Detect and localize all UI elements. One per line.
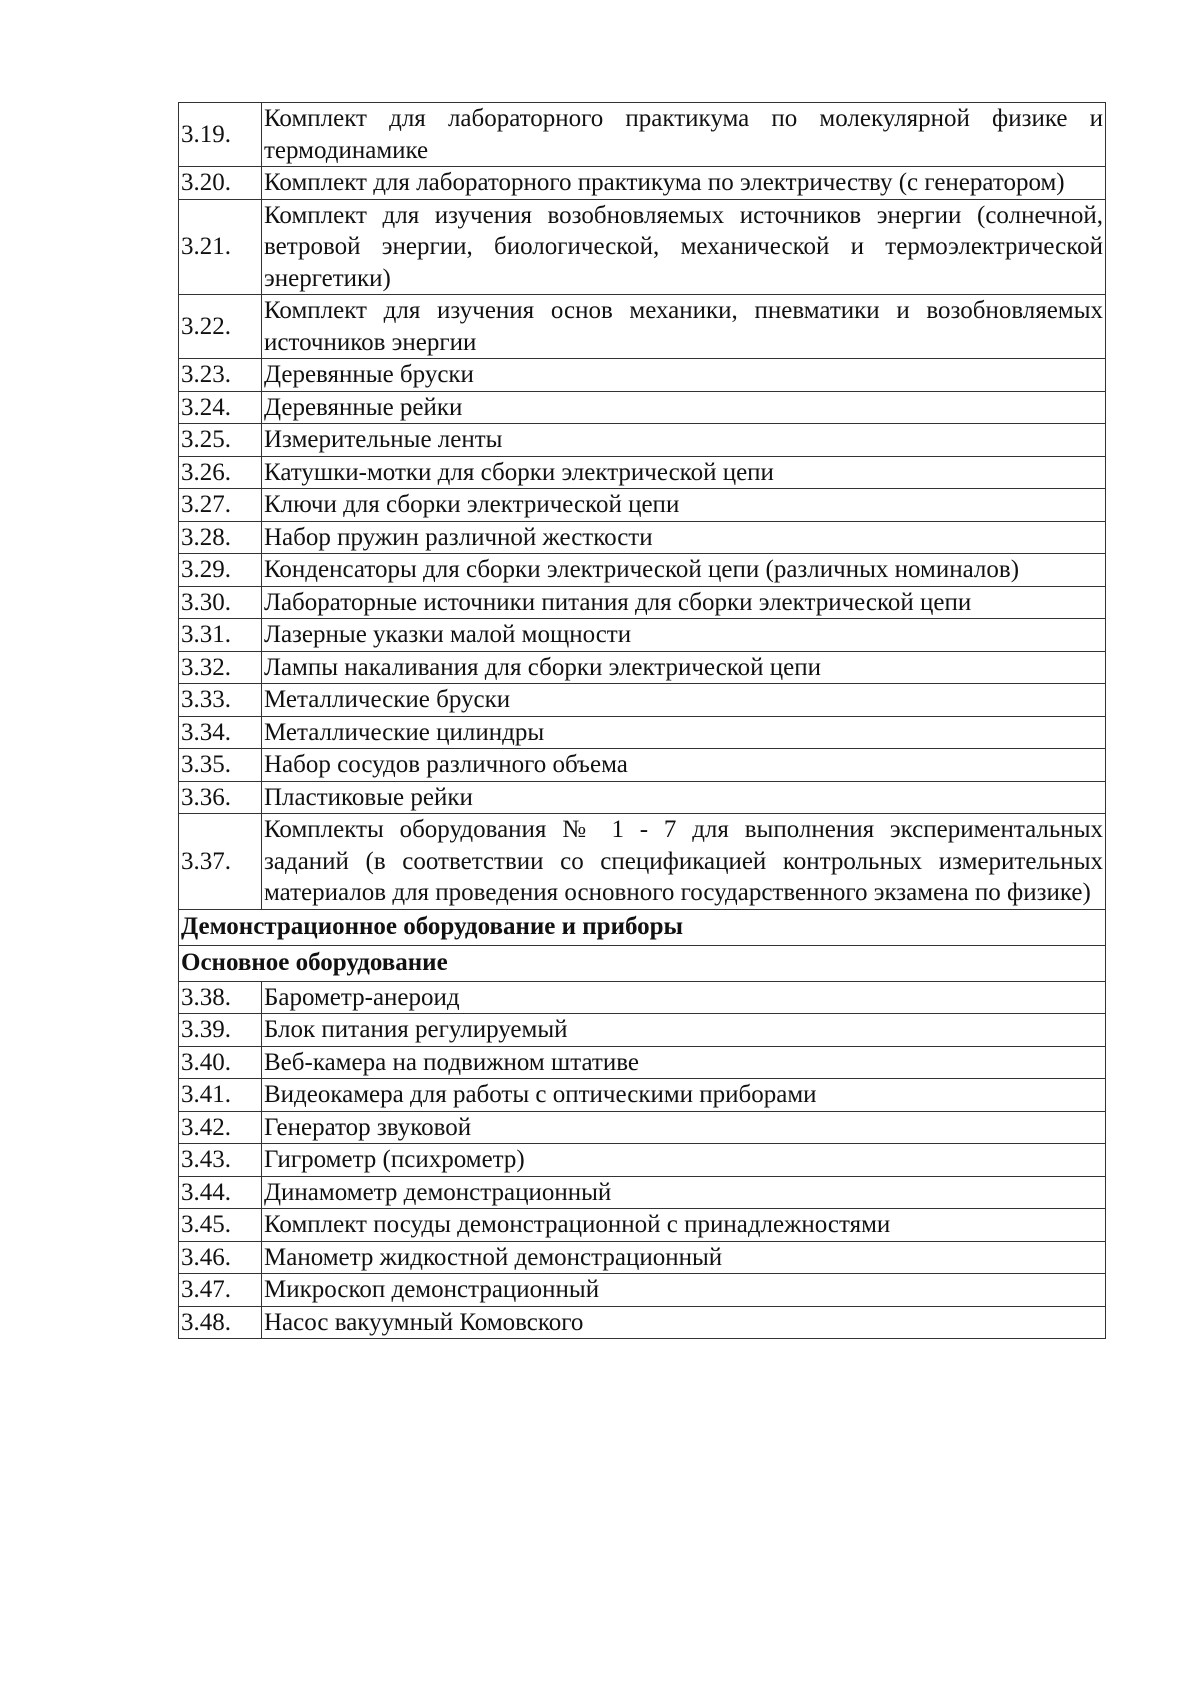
item-name: Комплект для изучения основ механики, пневматики и возобновляемых источников энергии <box>262 295 1106 359</box>
item-name: Катушки-мотки для сборки электрической цепи <box>262 456 1106 489</box>
table-row <box>179 1144 1106 1177</box>
section-title: Основное оборудование <box>179 945 1106 981</box>
item-number: 3.26. <box>179 456 262 489</box>
table-row <box>179 749 1106 782</box>
table-row <box>179 1111 1106 1144</box>
item-name: Измерительные ленты <box>262 424 1106 457</box>
item-number: 3.23. <box>179 359 262 392</box>
item-name: Генератор звуковой <box>262 1111 1106 1144</box>
item-number: 3.45. <box>179 1209 262 1242</box>
item-name: Насос вакуумный Комовского <box>262 1306 1106 1339</box>
table-row <box>179 814 1106 910</box>
item-name: Конденсаторы для сборки электрической цепи (различных номиналов) <box>262 554 1106 587</box>
table-row <box>179 651 1106 684</box>
item-number: 3.20. <box>179 167 262 200</box>
item-name: Пластиковые рейки <box>262 781 1106 814</box>
item-number: 3.29. <box>179 554 262 587</box>
item-number: 3.24. <box>179 391 262 424</box>
item-name: Гигрометр (психрометр) <box>262 1144 1106 1177</box>
item-name: Набор сосудов различного объема <box>262 749 1106 782</box>
item-name: Веб-камера на подвижном штативе <box>262 1046 1106 1079</box>
table-row <box>179 295 1106 359</box>
item-number: 3.38. <box>179 981 262 1014</box>
item-number: 3.46. <box>179 1241 262 1274</box>
table-row <box>179 586 1106 619</box>
item-name: Блок питания регулируемый <box>262 1014 1106 1047</box>
table-row <box>179 456 1106 489</box>
item-number: 3.31. <box>179 619 262 652</box>
item-number: 3.41. <box>179 1079 262 1112</box>
item-number: 3.39. <box>179 1014 262 1047</box>
item-number: 3.48. <box>179 1306 262 1339</box>
item-name: Лазерные указки малой мощности <box>262 619 1106 652</box>
table-row <box>179 1046 1106 1079</box>
table-row <box>179 1079 1106 1112</box>
item-number: 3.19. <box>179 103 262 167</box>
table-row <box>179 619 1106 652</box>
equipment-table-body <box>179 103 1106 1339</box>
table-row <box>179 981 1106 1014</box>
item-name: Динамометр демонстрационный <box>262 1176 1106 1209</box>
item-number: 3.34. <box>179 716 262 749</box>
section-header-row <box>179 909 1106 945</box>
item-number: 3.33. <box>179 684 262 717</box>
item-name: Комплект для лабораторного практикума по электричеству (с генератором) <box>262 167 1106 200</box>
item-name: Металлические цилиндры <box>262 716 1106 749</box>
table-row <box>179 684 1106 717</box>
item-name: Деревянные бруски <box>262 359 1106 392</box>
table-row <box>179 716 1106 749</box>
table-row <box>179 1274 1106 1307</box>
table-row <box>179 521 1106 554</box>
table-row <box>179 489 1106 522</box>
equipment-table <box>178 102 1106 1339</box>
item-number: 3.27. <box>179 489 262 522</box>
table-row <box>179 1014 1106 1047</box>
item-name: Комплект для изучения возобновляемых источников энергии (солнечной, ветровой энергии, биологической, механической и термоэлектрической энергетики) <box>262 199 1106 295</box>
item-number: 3.36. <box>179 781 262 814</box>
item-name: Комплекты оборудования № 1 - 7 для выполнения экспериментальных заданий (в соответствии со спецификацией контрольных измерительных материалов для проведения основного государственного экзамена по физике) <box>262 814 1106 910</box>
item-name: Деревянные рейки <box>262 391 1106 424</box>
item-number: 3.40. <box>179 1046 262 1079</box>
item-name: Лабораторные источники питания для сборки электрической цепи <box>262 586 1106 619</box>
item-name: Комплект посуды демонстрационной с принадлежностями <box>262 1209 1106 1242</box>
section-title: Демонстрационное оборудование и приборы <box>179 909 1106 945</box>
item-number: 3.37. <box>179 814 262 910</box>
item-name: Манометр жидкостной демонстрационный <box>262 1241 1106 1274</box>
section-header-row <box>179 945 1106 981</box>
item-name: Лампы накаливания для сборки электрической цепи <box>262 651 1106 684</box>
item-name: Барометр-анероид <box>262 981 1106 1014</box>
item-name: Ключи для сборки электрической цепи <box>262 489 1106 522</box>
item-number: 3.44. <box>179 1176 262 1209</box>
table-row <box>179 199 1106 295</box>
table-row <box>179 781 1106 814</box>
item-number: 3.47. <box>179 1274 262 1307</box>
table-row <box>179 359 1106 392</box>
table-row <box>179 1176 1106 1209</box>
item-name: Видеокамера для работы с оптическими приборами <box>262 1079 1106 1112</box>
item-name: Металлические бруски <box>262 684 1106 717</box>
item-number: 3.30. <box>179 586 262 619</box>
item-number: 3.22. <box>179 295 262 359</box>
item-name: Комплект для лабораторного практикума по молекулярной физике и термодинамике <box>262 103 1106 167</box>
table-row <box>179 1241 1106 1274</box>
document-page <box>178 102 1106 1339</box>
item-number: 3.42. <box>179 1111 262 1144</box>
item-number: 3.43. <box>179 1144 262 1177</box>
item-number: 3.25. <box>179 424 262 457</box>
item-number: 3.35. <box>179 749 262 782</box>
table-row <box>179 167 1106 200</box>
item-number: 3.21. <box>179 199 262 295</box>
table-row <box>179 391 1106 424</box>
item-number: 3.28. <box>179 521 262 554</box>
table-row <box>179 1306 1106 1339</box>
item-name: Микроскоп демонстрационный <box>262 1274 1106 1307</box>
table-row <box>179 1209 1106 1242</box>
item-number: 3.32. <box>179 651 262 684</box>
table-row <box>179 554 1106 587</box>
item-name: Набор пружин различной жесткости <box>262 521 1106 554</box>
table-row <box>179 424 1106 457</box>
table-row <box>179 103 1106 167</box>
